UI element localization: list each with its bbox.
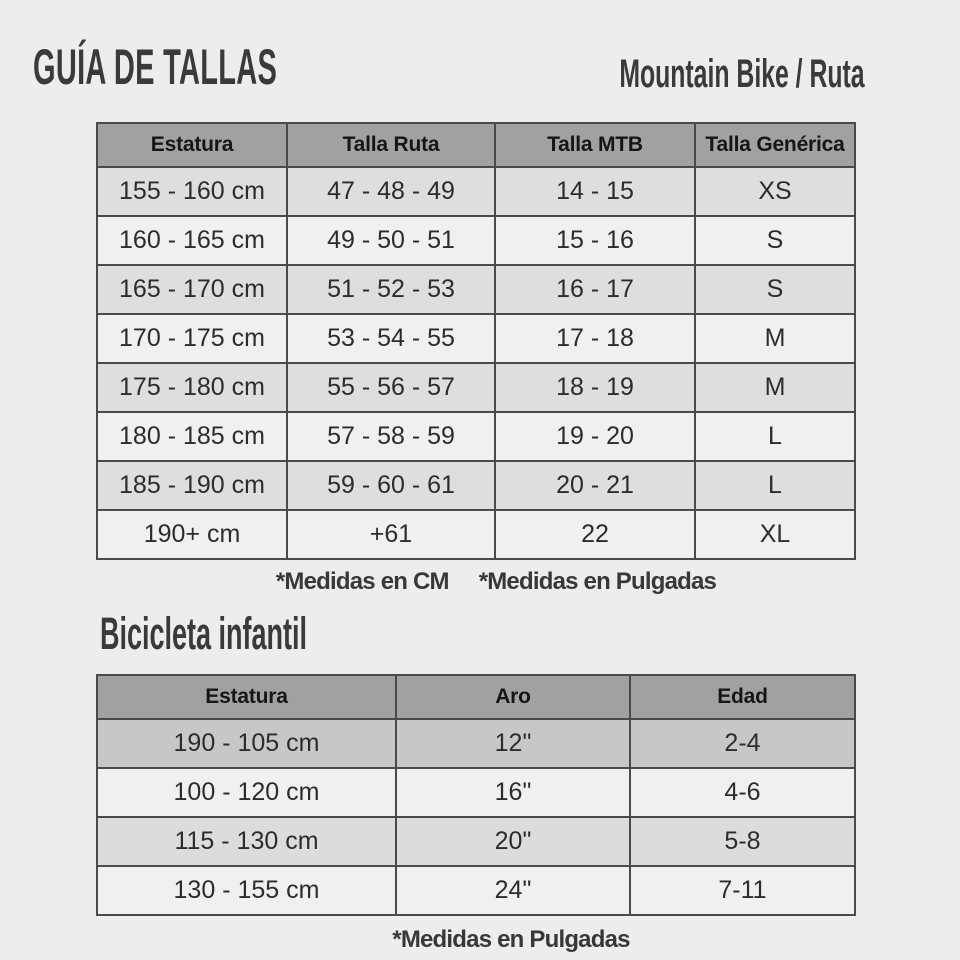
cell-talla-generica: M	[695, 363, 855, 412]
cell-talla-ruta: 55 - 56 - 57	[287, 363, 495, 412]
cell-estatura: 185 - 190 cm	[97, 461, 287, 510]
cell-talla-mtb: 16 - 17	[495, 265, 695, 314]
cell-talla-mtb: 19 - 20	[495, 412, 695, 461]
cell-talla-ruta: 49 - 50 - 51	[287, 216, 495, 265]
cell-talla-mtb: 18 - 19	[495, 363, 695, 412]
cell-edad: 5-8	[630, 817, 855, 866]
cell-talla-mtb: 20 - 21	[495, 461, 695, 510]
cell-talla-generica: S	[695, 216, 855, 265]
cell-talla-generica: S	[695, 265, 855, 314]
footnote-medidas-pulgadas: *Medidas en Pulgadas	[478, 568, 717, 595]
cell-edad: 4-6	[630, 768, 855, 817]
cell-talla-mtb: 22	[495, 510, 695, 559]
table-row	[97, 363, 855, 412]
table-row	[97, 216, 855, 265]
cell-aro: 12"	[396, 719, 630, 768]
kids-table-footnote: *Medidas en Pulgadas	[392, 926, 630, 953]
cell-talla-generica: XL	[695, 510, 855, 559]
cell-estatura: 155 - 160 cm	[97, 167, 287, 216]
cell-talla-generica: XS	[695, 167, 855, 216]
cell-talla-ruta: 57 - 58 - 59	[287, 412, 495, 461]
kids-section-title: Bicicleta infantil	[100, 608, 308, 659]
cell-talla-ruta: +61	[287, 510, 495, 559]
kids-size-table	[96, 674, 856, 916]
table-row	[97, 510, 855, 559]
cell-edad: 7-11	[630, 866, 855, 915]
cell-talla-generica: M	[695, 314, 855, 363]
cell-estatura: 115 - 130 cm	[97, 817, 396, 866]
cell-estatura: 190 - 105 cm	[97, 719, 396, 768]
footnote-medidas-cm: *Medidas en CM	[275, 568, 449, 595]
cell-aro: 24"	[396, 866, 630, 915]
col-header-talla-generica: Talla Genérica	[695, 123, 855, 167]
page-subtitle: Mountain Bike / Ruta	[619, 52, 865, 96]
table-row	[97, 461, 855, 510]
kids-table-header-row	[97, 675, 855, 719]
cell-estatura: 165 - 170 cm	[97, 265, 287, 314]
cell-estatura: 100 - 120 cm	[97, 768, 396, 817]
cell-estatura: 130 - 155 cm	[97, 866, 396, 915]
table-row	[97, 314, 855, 363]
cell-talla-mtb: 15 - 16	[495, 216, 695, 265]
table-row	[97, 719, 855, 768]
table-row	[97, 265, 855, 314]
table-row	[97, 768, 855, 817]
cell-estatura: 170 - 175 cm	[97, 314, 287, 363]
cell-aro: 20"	[396, 817, 630, 866]
cell-talla-generica: L	[695, 412, 855, 461]
cell-estatura: 160 - 165 cm	[97, 216, 287, 265]
cell-edad: 2-4	[630, 719, 855, 768]
col-header-aro: Aro	[396, 675, 630, 719]
cell-talla-generica: L	[695, 461, 855, 510]
cell-talla-mtb: 17 - 18	[495, 314, 695, 363]
adult-table-footnotes	[96, 568, 854, 596]
cell-estatura: 190+ cm	[97, 510, 287, 559]
col-header-estatura: Estatura	[97, 675, 396, 719]
adult-size-table	[96, 122, 856, 560]
cell-estatura: 175 - 180 cm	[97, 363, 287, 412]
cell-talla-ruta: 51 - 52 - 53	[287, 265, 495, 314]
col-header-talla-ruta: Talla Ruta	[287, 123, 495, 167]
col-header-estatura: Estatura	[97, 123, 287, 167]
table-row	[97, 412, 855, 461]
adult-table-header-row	[97, 123, 855, 167]
col-header-edad: Edad	[630, 675, 855, 719]
cell-talla-mtb: 14 - 15	[495, 167, 695, 216]
col-header-talla-mtb: Talla MTB	[495, 123, 695, 167]
cell-talla-ruta: 59 - 60 - 61	[287, 461, 495, 510]
table-row	[97, 866, 855, 915]
cell-estatura: 180 - 185 cm	[97, 412, 287, 461]
table-row	[97, 167, 855, 216]
cell-talla-ruta: 47 - 48 - 49	[287, 167, 495, 216]
page-title: GUÍA DE TALLAS	[33, 39, 278, 95]
cell-aro: 16"	[396, 768, 630, 817]
cell-talla-ruta: 53 - 54 - 55	[287, 314, 495, 363]
table-row	[97, 817, 855, 866]
